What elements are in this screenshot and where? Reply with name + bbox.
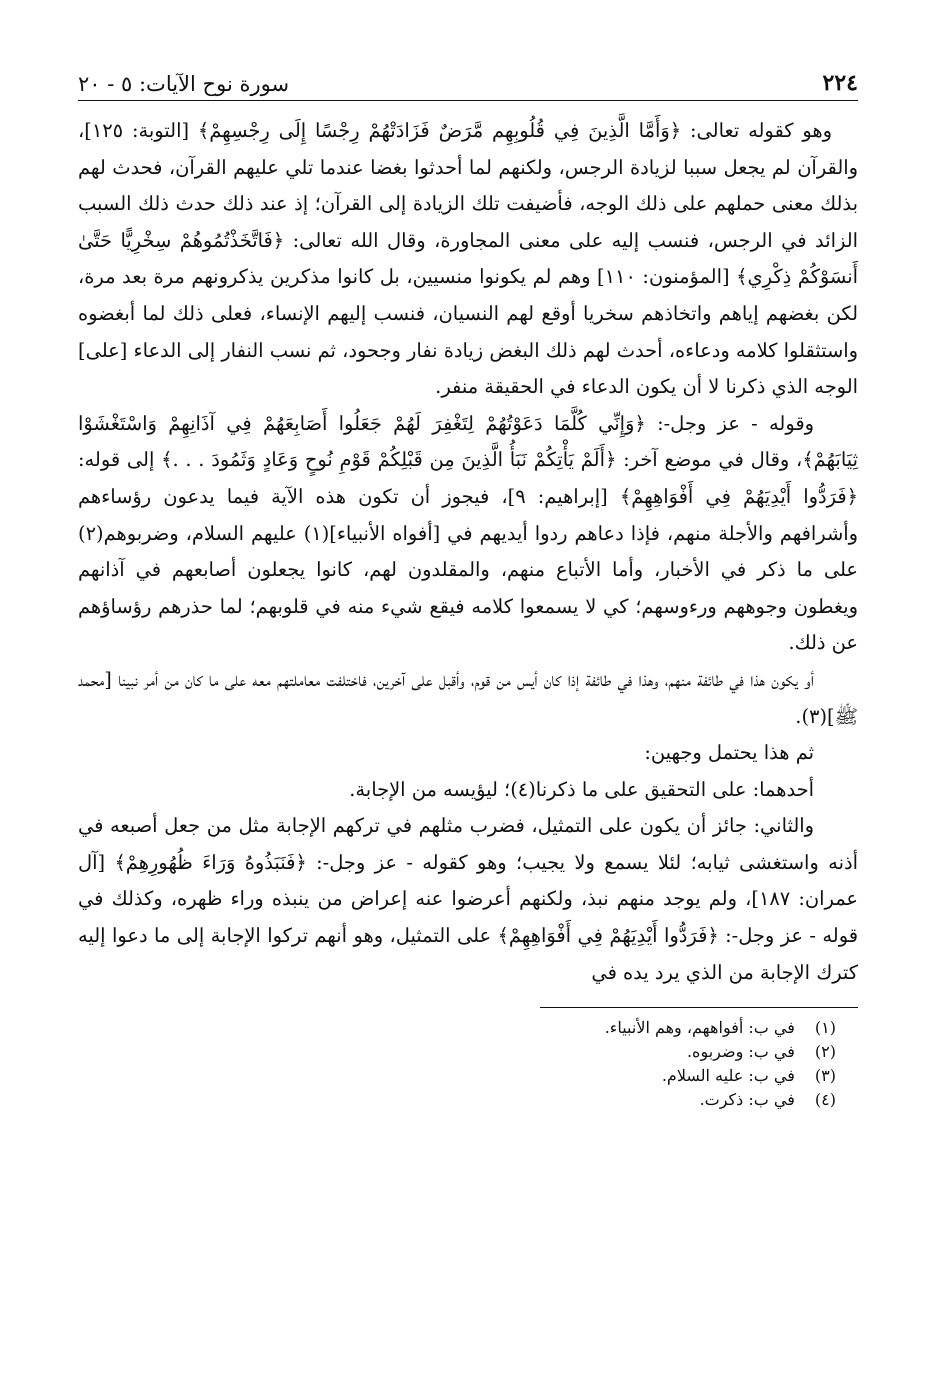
footnote [78, 1064, 836, 1088]
footnote-number: (٣) [814, 1066, 836, 1086]
footnotes [78, 1016, 858, 1112]
footnote-text: في ب: أفواههم، وهم الأنبياء. [604, 1018, 795, 1038]
paragraph: ثم هذا يحتمل وجهين: [644, 741, 814, 765]
footnote [78, 1040, 836, 1064]
footnote-separator [540, 1007, 858, 1008]
footnote-text: في ب: ذكرت. [699, 1090, 795, 1110]
page-header [78, 56, 858, 101]
running-title: سورة نوح الآيات: ٥ - ٢٠ [78, 72, 290, 96]
footnote-text: في ب: عليه السلام. [661, 1066, 795, 1086]
paragraph: وقوله - عز وجل-: ﴿وَإِنِّي كُلَّمَا دَعَوْتُهُمْ لِتَغْفِرَ لَهُمْ جَعَلُوا أَصَابِعَهُمْ فِي آذَانِهِمْ وَاسْتَغْشَوْا ثِيَابَهُمْ﴾، وقال في موضع آخر: ﴿أَلَمْ يَأْتِكُمْ نَبَأُ الَّذِينَ مِن قَبْلِكُمْ قَوْمِ نُوحٍ وَعَادٍ وَثَمُودَ . . .﴾ إلى قوله: ﴿فَرَدُّوا أَيْدِيَهُمْ فِي أَفْوَاهِهِمْ﴾ [إبراهيم: ٩]، فيجوز أن تكون هذه الآية فيما يدعون رؤساءهم وأشرافهم والأجلة منهم، فإذا دعاهم ردوا أيديهم في [أفواه الأنبياء](١) عليهم السلام، وضربوهم(٢) على ما ذكر في الأخبار، وأما الأتباع منهم، والمقلدون لهم، كانوا يجعلون أصابعهم في آذانهم ويغطون وجوههم ورءوسهم؛ كي لا يسمعوا كلامه فيقع شيء منه في قلوبهم؛ لما حذرهم رؤساؤهم عن ذلك. [78, 411, 858, 655]
page-number: ٢٢٤ [822, 70, 858, 96]
paragraph: وهو كقوله تعالى: ﴿وَأَمَّا الَّذِينَ فِي قُلُوبِهِم مَّرَضٌ فَزَادَتْهُمْ رِجْسًا إِلَى رِجْسِهِمْ﴾ [التوبة: ١٢٥]، والقرآن لم يجعل سببا لزيادة الرجس، ولكنهم لما أحدثوا بغضا عندما تلي عليهم القرآن، فحدث لهم بذلك معنى حملهم على ذلك الوجه، فأضيفت تلك الزيادة إلى القرآن؛ إذ عند ذلك حدث ذلك السبب الزائد في الرجس، فنسب إليه على معنى المجاورة، وقال الله تعالى: ﴿فَاتَّخَذْتُمُوهُمْ سِخْرِيًّا حَتَّىٰ أَنسَوْكُمْ ذِكْرِي﴾ [المؤمنون: ١١٠] وهم لم يكونوا منسيين، بل كانوا مذكرين يذكرونهم مرة بعد مرة، لكن بغضهم إياهم واتخاذهم سخريا أوقع لهم النسيان، فنسب إليهم الإنساء، فعلى ذلك لما أبغضوه واستثقلوا كلامه ودعاءه، أحدث لهم ذلك البغض زيادة نفار وجحود، ثم نسب النفار إلى الدعاء [على] الوجه الذي ذكرنا لا أن يكون الدعاء في الحقيقة منفر. [78, 119, 858, 399]
paragraph: أو يكون هذا في طائفة منهم، وهذا في طائفة إذا كان أيس من قوم، وأقبل على آخرين، فاختلفت معاملتهم معه على ما كان من أمر نبينا [محمد ﷺ](٣). [78, 667, 858, 728]
footnote-number: (١) [814, 1018, 836, 1038]
footnote-text: في ب: وضربوه. [686, 1042, 795, 1062]
footnote [78, 1088, 836, 1112]
footnote-number: (٢) [814, 1042, 836, 1062]
footnote-number: (٤) [814, 1090, 836, 1110]
page [78, 56, 858, 1112]
paragraph: أحدهما: على التحقيق على ما ذكرنا(٤)؛ ليؤيسه من الإجابة. [349, 777, 814, 801]
footnote [78, 1016, 836, 1040]
paragraph: والثاني: جائز أن يكون على التمثيل، فضرب مثلهم في تركهم الإجابة مثل من جعل أصبعه في أذنه واستغشى ثيابه؛ لئلا يسمع ولا يجيب؛ وهو كقوله - عز وجل-: ﴿فَنَبَذُوهُ وَرَاءَ ظُهُورِهِمْ﴾ [آل عمران: ١٨٧]، ولم يوجد منهم نبذ، ولكنهم أعرضوا عنه إعراض من ينبذه وراء ظهره، وكذلك في قوله - عز وجل-: ﴿فَرَدُّوا أَيْدِيَهُمْ فِي أَفْوَاهِهِمْ﴾ على التمثيل، وهو أنهم تركوا الإجابة إلى ما دعوا إليه كترك الإجابة من الذي يرد يده في [78, 814, 858, 984]
main-text [78, 113, 858, 991]
